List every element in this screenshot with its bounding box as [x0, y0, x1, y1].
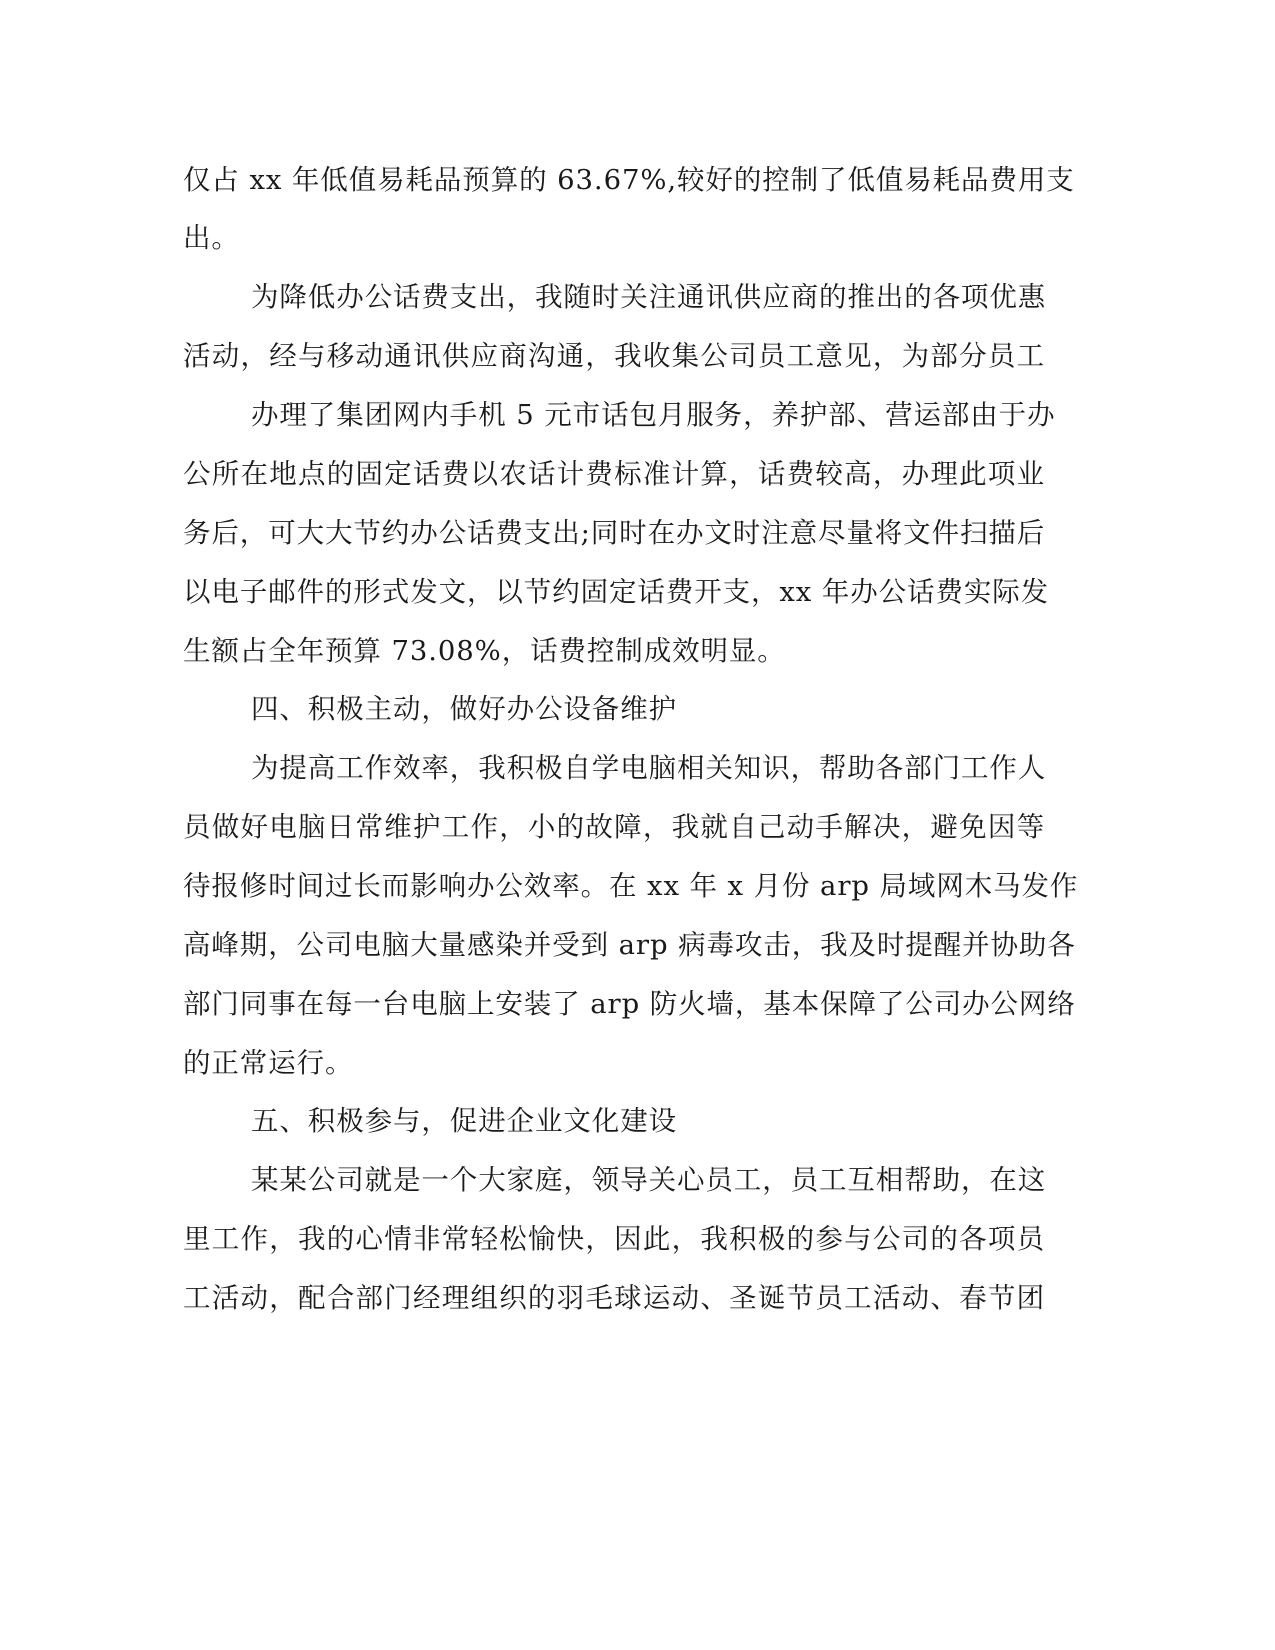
- text-line-1: 仅占 xx 年低值易耗品预算的 63.67%,较好的控制了低值易耗品费用支: [183, 164, 1075, 196]
- text-line-5: 办理了集团网内手机 5 元市话包月服务，养护部、营运部由于办: [251, 399, 1056, 431]
- text-line-2: 出。: [183, 222, 240, 254]
- text-line-8: 以电子邮件的形式发文，以节约固定话费开支，xx 年办公话费实际发: [183, 576, 1050, 608]
- text-line-18: 某某公司就是一个大家庭，领导关心员工，员工互相帮助，在这: [251, 1164, 1047, 1196]
- text-line-7: 务后，可大大节约办公话费支出;同时在办文时注意尽量将文件扫描后: [183, 517, 1046, 549]
- text-line-3: 为降低办公话费支出，我随时关注通讯供应商的推出的各项优惠: [251, 281, 1047, 313]
- section-heading-5: 五、积极参与，促进企业文化建设: [251, 1105, 677, 1137]
- text-line-12: 员做好电脑日常维护工作，小的故障，我就自己动手解决，避免因等: [183, 811, 1045, 843]
- text-line-6: 公所在地点的固定话费以农话计费标准计算，话费较高，办理此项业: [183, 458, 1045, 490]
- text-line-13: 待报修时间过长而影响办公效率。在 xx 年 x 月份 arp 局域网木马发作: [183, 870, 1079, 902]
- text-line-14: 高峰期，公司电脑大量感染并受到 arp 病毒攻击，我及时提醒并协助各: [183, 929, 1076, 961]
- text-line-16: 的正常运行。: [183, 1047, 354, 1079]
- text-line-4: 活动，经与移动通讯供应商沟通，我收集公司员工意见，为部分员工: [183, 340, 1045, 372]
- section-heading-4: 四、积极主动，做好办公设备维护: [251, 693, 677, 725]
- text-line-19: 里工作，我的心情非常轻松愉快，因此，我积极的参与公司的各项员: [183, 1223, 1045, 1255]
- text-line-20: 工活动，配合部门经理组织的羽毛球运动、圣诞节员工活动、春节团: [183, 1282, 1045, 1314]
- text-line-9: 生额占全年预算 73.08%，话费控制成效明显。: [183, 635, 786, 667]
- text-line-15: 部门同事在每一台电脑上安装了 arp 防火墙，基本保障了公司办公网络: [183, 988, 1076, 1020]
- text-line-11: 为提高工作效率，我积极自学电脑相关知识，帮助各部门工作人: [251, 752, 1047, 784]
